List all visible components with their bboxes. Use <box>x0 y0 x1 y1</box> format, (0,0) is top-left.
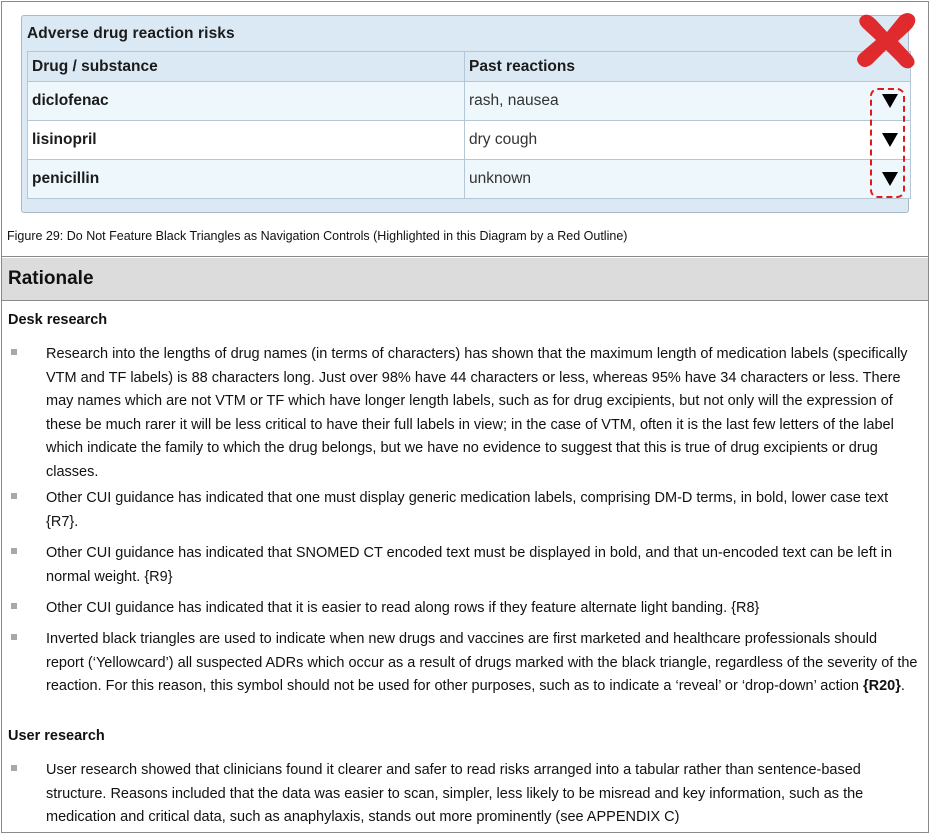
bullet-text: Other CUI guidance has indicated that one must display generic medication labels, comprising DM-D terms, in bold, lower case text {R7}. <box>46 490 889 530</box>
rationale-title: Rationale <box>8 268 94 289</box>
drug-cell: penicillin <box>28 160 465 199</box>
rationale-header <box>2 258 928 301</box>
column-header-drug: Drug / substance <box>28 52 465 82</box>
table-header-row <box>28 52 911 82</box>
bullet-text <box>46 628 918 699</box>
bullet-square-icon <box>11 349 17 355</box>
document-frame <box>1 1 929 833</box>
reaction-text: unknown <box>469 170 532 187</box>
cross-icon <box>854 10 920 70</box>
table-row <box>28 82 911 121</box>
column-header-reactions: Past reactions <box>465 52 911 82</box>
bullet-square-icon <box>11 765 17 771</box>
bullet-text: User research showed that clinicians found it clearer and safer to read risks arranged into a tabular rather than sentence-based structure. Reasons included that the data was easier to scan, simpler, less likely to be misread and key information, such as the medication and critical data, such as anaphylaxis, stands out more prominently (see APPENDIX C) <box>46 762 864 825</box>
reaction-cell <box>465 121 911 160</box>
desk-research-heading: Desk research <box>8 312 108 328</box>
bullet-square-icon <box>11 548 17 554</box>
drug-cell: lisinopril <box>28 121 465 160</box>
bullet-square-icon <box>11 603 17 609</box>
bullet-text-main: Inverted black triangles are used to indicate when new drugs and vaccines are first marketed and healthcare professionals should report (‘Yellowcard’) all suspected ADRs which occur as a result of drugs marked with the black triangle, regardless of the severity of the reaction. For this reason, this symbol should not be used for other purposes, such as to indicate a ‘reveal’ or ‘drop-down’ action <box>46 631 918 694</box>
table-row <box>28 160 911 199</box>
figure-area <box>2 2 928 257</box>
reaction-cell <box>465 160 911 199</box>
reaction-text: dry cough <box>469 131 538 148</box>
drug-cell: diclofenac <box>28 82 465 121</box>
reaction-text: rash, nausea <box>469 92 559 109</box>
panel-title: Adverse drug reaction risks <box>27 25 235 42</box>
bullet-text-tail: . <box>900 678 905 694</box>
table-row <box>28 121 911 160</box>
bullet-text: Other CUI guidance has indicated that it is easier to read along rows if they feature alternate light banding. {R8} <box>46 600 760 616</box>
reference-r20: {R20} <box>863 678 901 694</box>
adr-table <box>27 51 911 199</box>
adr-panel <box>21 15 909 213</box>
figure-caption: Figure 29: Do Not Feature Black Triangles as Navigation Controls (Highlighted in this Diagram by a Red Outline) <box>7 229 628 243</box>
user-research-heading: User research <box>8 728 105 744</box>
highlight-outline <box>870 88 905 198</box>
bullet-square-icon <box>11 493 17 499</box>
reaction-cell <box>465 82 911 121</box>
bullet-square-icon <box>11 634 17 640</box>
bullet-text: Research into the lengths of drug names (in terms of characters) has shown that the maximum length of medication labels (specifically VTM and TF labels) is 88 characters long. Just over 98% have 44 characters or less, whereas 95% have 34 characters or less. There may names which are not VTM or TF which have longer length labels, such as for drug excipients, but not only will the expression of these be much rarer it will be less critical to have their full labels in view; in the case of VTM, often it is the last few letters of the label which indicate the family to which the drug belongs, but we have no evidence to suggest that this is true of drug excipients or drug classes. <box>46 346 908 480</box>
bullet-text: Other CUI guidance has indicated that SNOMED CT encoded text must be displayed in bold, and that un-encoded text can be left in normal weight. {R9} <box>46 545 893 585</box>
